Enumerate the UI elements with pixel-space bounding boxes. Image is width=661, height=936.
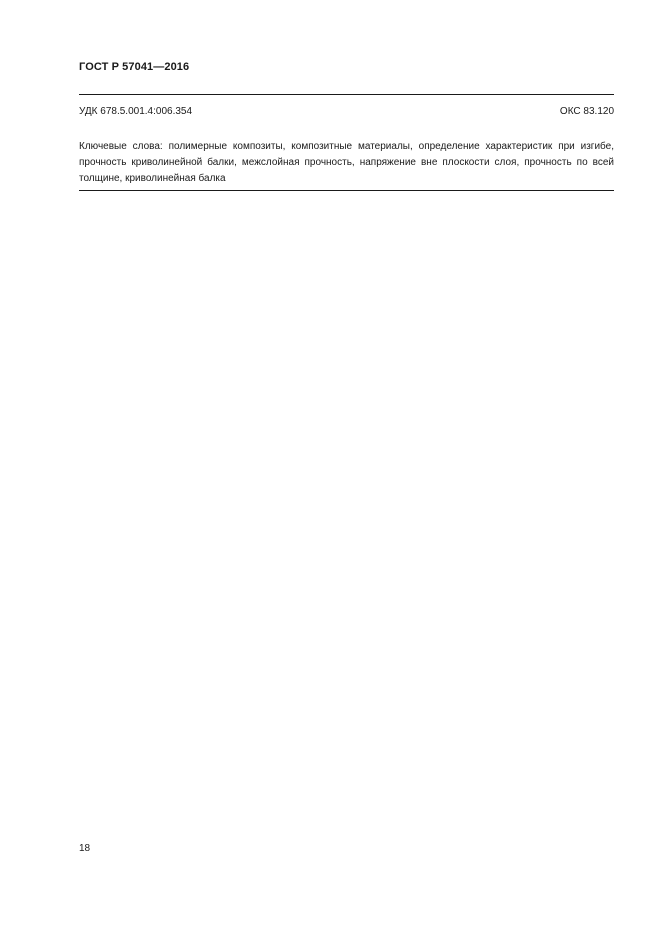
- standard-code-header: ГОСТ Р 57041—2016: [79, 61, 190, 73]
- classification-row: [79, 106, 614, 117]
- top-divider: [79, 94, 614, 95]
- bottom-divider: [79, 190, 614, 191]
- page-number: 18: [79, 843, 91, 854]
- udc-code: УДК 678.5.001.4:006.354: [79, 106, 193, 117]
- oks-code: ОКС 83.120: [559, 106, 614, 117]
- keywords-paragraph: Ключевые слова: полимерные композиты, композитные материалы, определение характеристик при изгибе, прочность криволинейной балки, межслойная прочность, напряжение вне плоскости слоя, прочность по всей толщине, криволинейная балка: [79, 141, 614, 184]
